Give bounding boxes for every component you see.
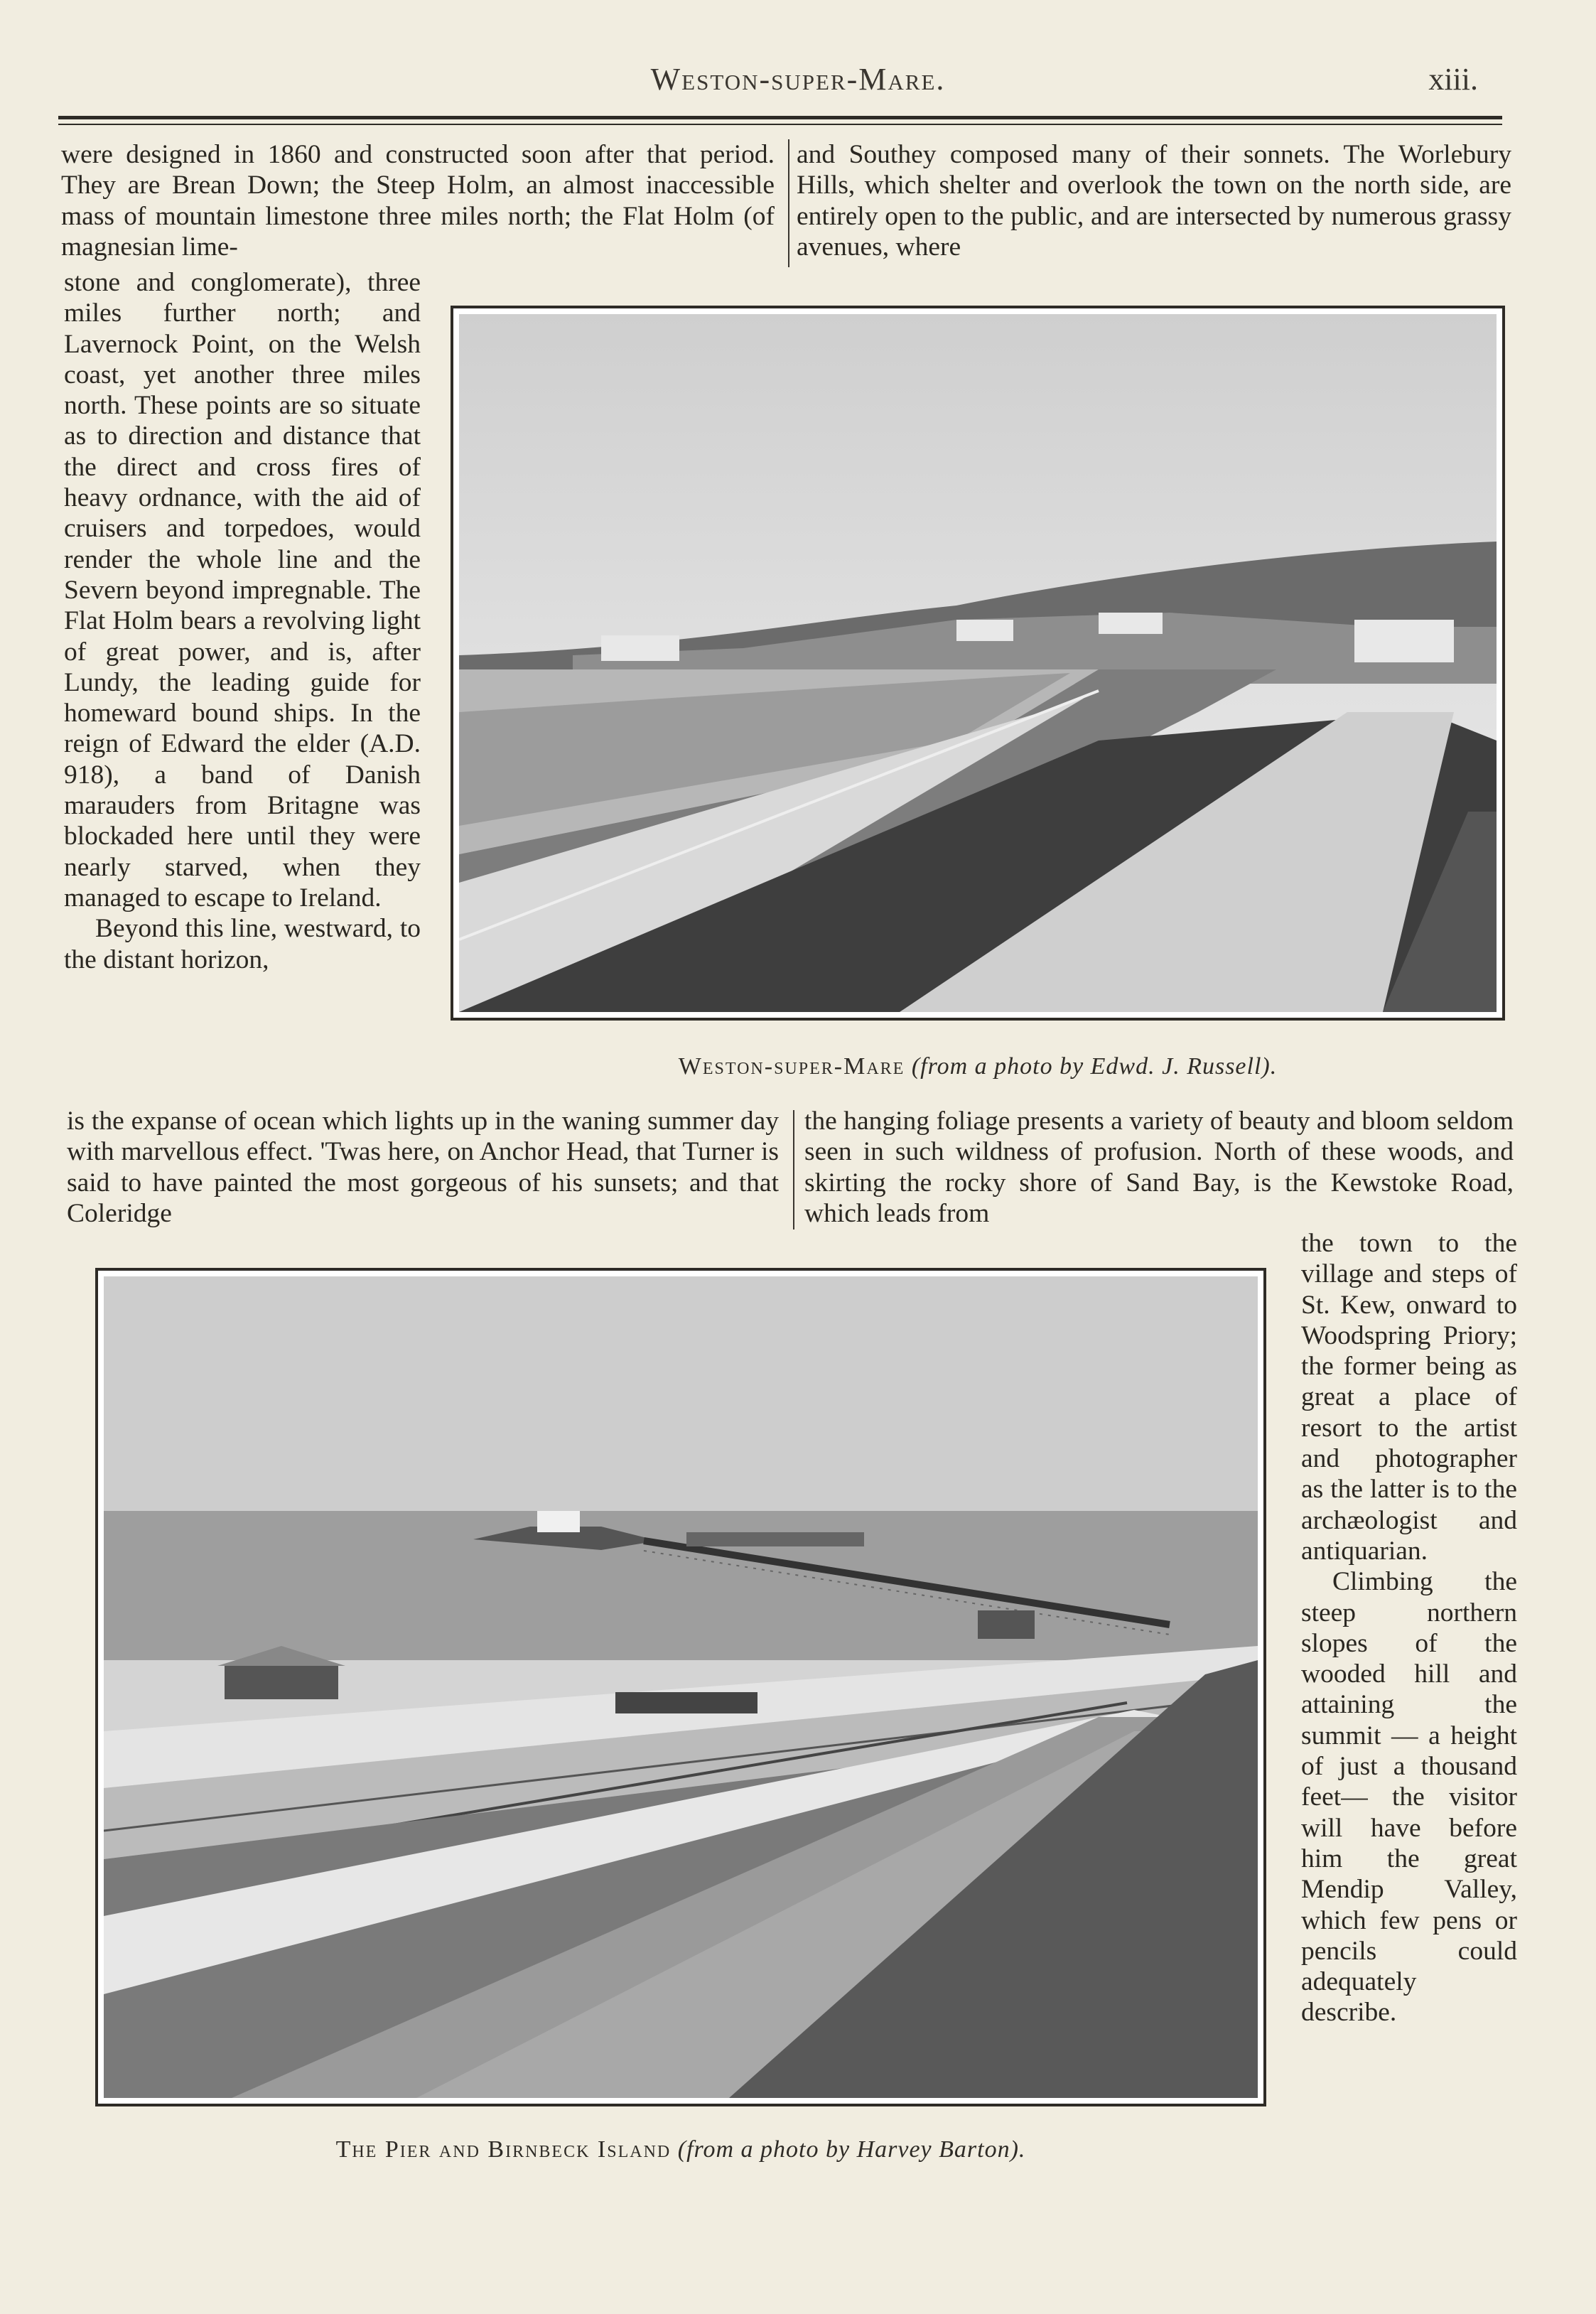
narrow-right-column: the town to the village and steps of St. Kew, onward to Woodspring Priory; the former being as great a place of resort to the artist and photographer as the latter is to the archæologist and antiquarian. Climbing the steep northern slopes of the wooded hill and attaining the summit — a height of just a thousand feet— the visitor will have before him the great Mendip Valley, which few pens or pencils could adequately describe. (1301, 1229, 1517, 2028)
top-left-column: were designed in 1860 and constructed soon after that period. They are Brean Down; the Steep Holm, an almost inaccessible mass of mountain limestone three miles north; the Flat Holm (of magnesian lime- (61, 140, 775, 262)
pier-illustration (104, 1276, 1258, 2098)
running-header-title: Weston-super-Mare. (650, 62, 946, 97)
figure2-caption: The Pier and Birnbeck Island (from a photo by Harvey Barton). (335, 2136, 1026, 2163)
photo-pier-birnbeck (95, 1268, 1266, 2106)
mid-right-column: the hanging foliage presents a variety of beauty and bloom seldom seen in such wildness of profusion. North of these woods, and skirting the rocky shore of Sand Bay, is the Kewstoke Road, which leads from (804, 1107, 1514, 1228)
narrow-left-column: stone and conglomerate), three miles further north; and Lavernock Point, on the Welsh coast, yet another three miles north. These points are so situate as to direction and distance that the direct and cross fires of heavy ordnance, with the aid of cruisers and torpedoes, would render the whole line and the Severn beyond impregnable. The Flat Holm bears a revolving light of great power, and is, after Lundy, the leading guide for homeward bound ships. In the reign of Edward the elder (A.D. 918), a band of Danish marauders from Britagne was blockaded here until they were nearly starved, when they managed to escape to Ireland. Beyond this line, westward, to the distant horizon, (64, 268, 421, 974)
header-rule-thin (58, 124, 1502, 125)
top-right-column: and Southey composed many of their sonnets. The Worlebury Hills, which shelter and overlook the town on the north side, are entirely open to the public, and are intersected by numerous grassy avenues, where (797, 140, 1511, 262)
seafront-illustration (459, 314, 1497, 1012)
mid-left-column: is the expanse of ocean which lights up in the waning summer day with marvellous effect. 'Twas here, on Anchor Head, that Turner is said to have painted the most gorgeous of his sunsets; and that Coleridge (67, 1107, 779, 1228)
column-divider-top (788, 139, 789, 267)
page-number: xiii. (1428, 62, 1478, 97)
figure1-caption: Weston-super-Mare (from a photo by Edwd. J. Russell). (678, 1053, 1278, 1080)
header-rule (58, 116, 1502, 119)
photo-weston-seafront (451, 306, 1505, 1021)
column-divider-mid (793, 1110, 794, 1229)
